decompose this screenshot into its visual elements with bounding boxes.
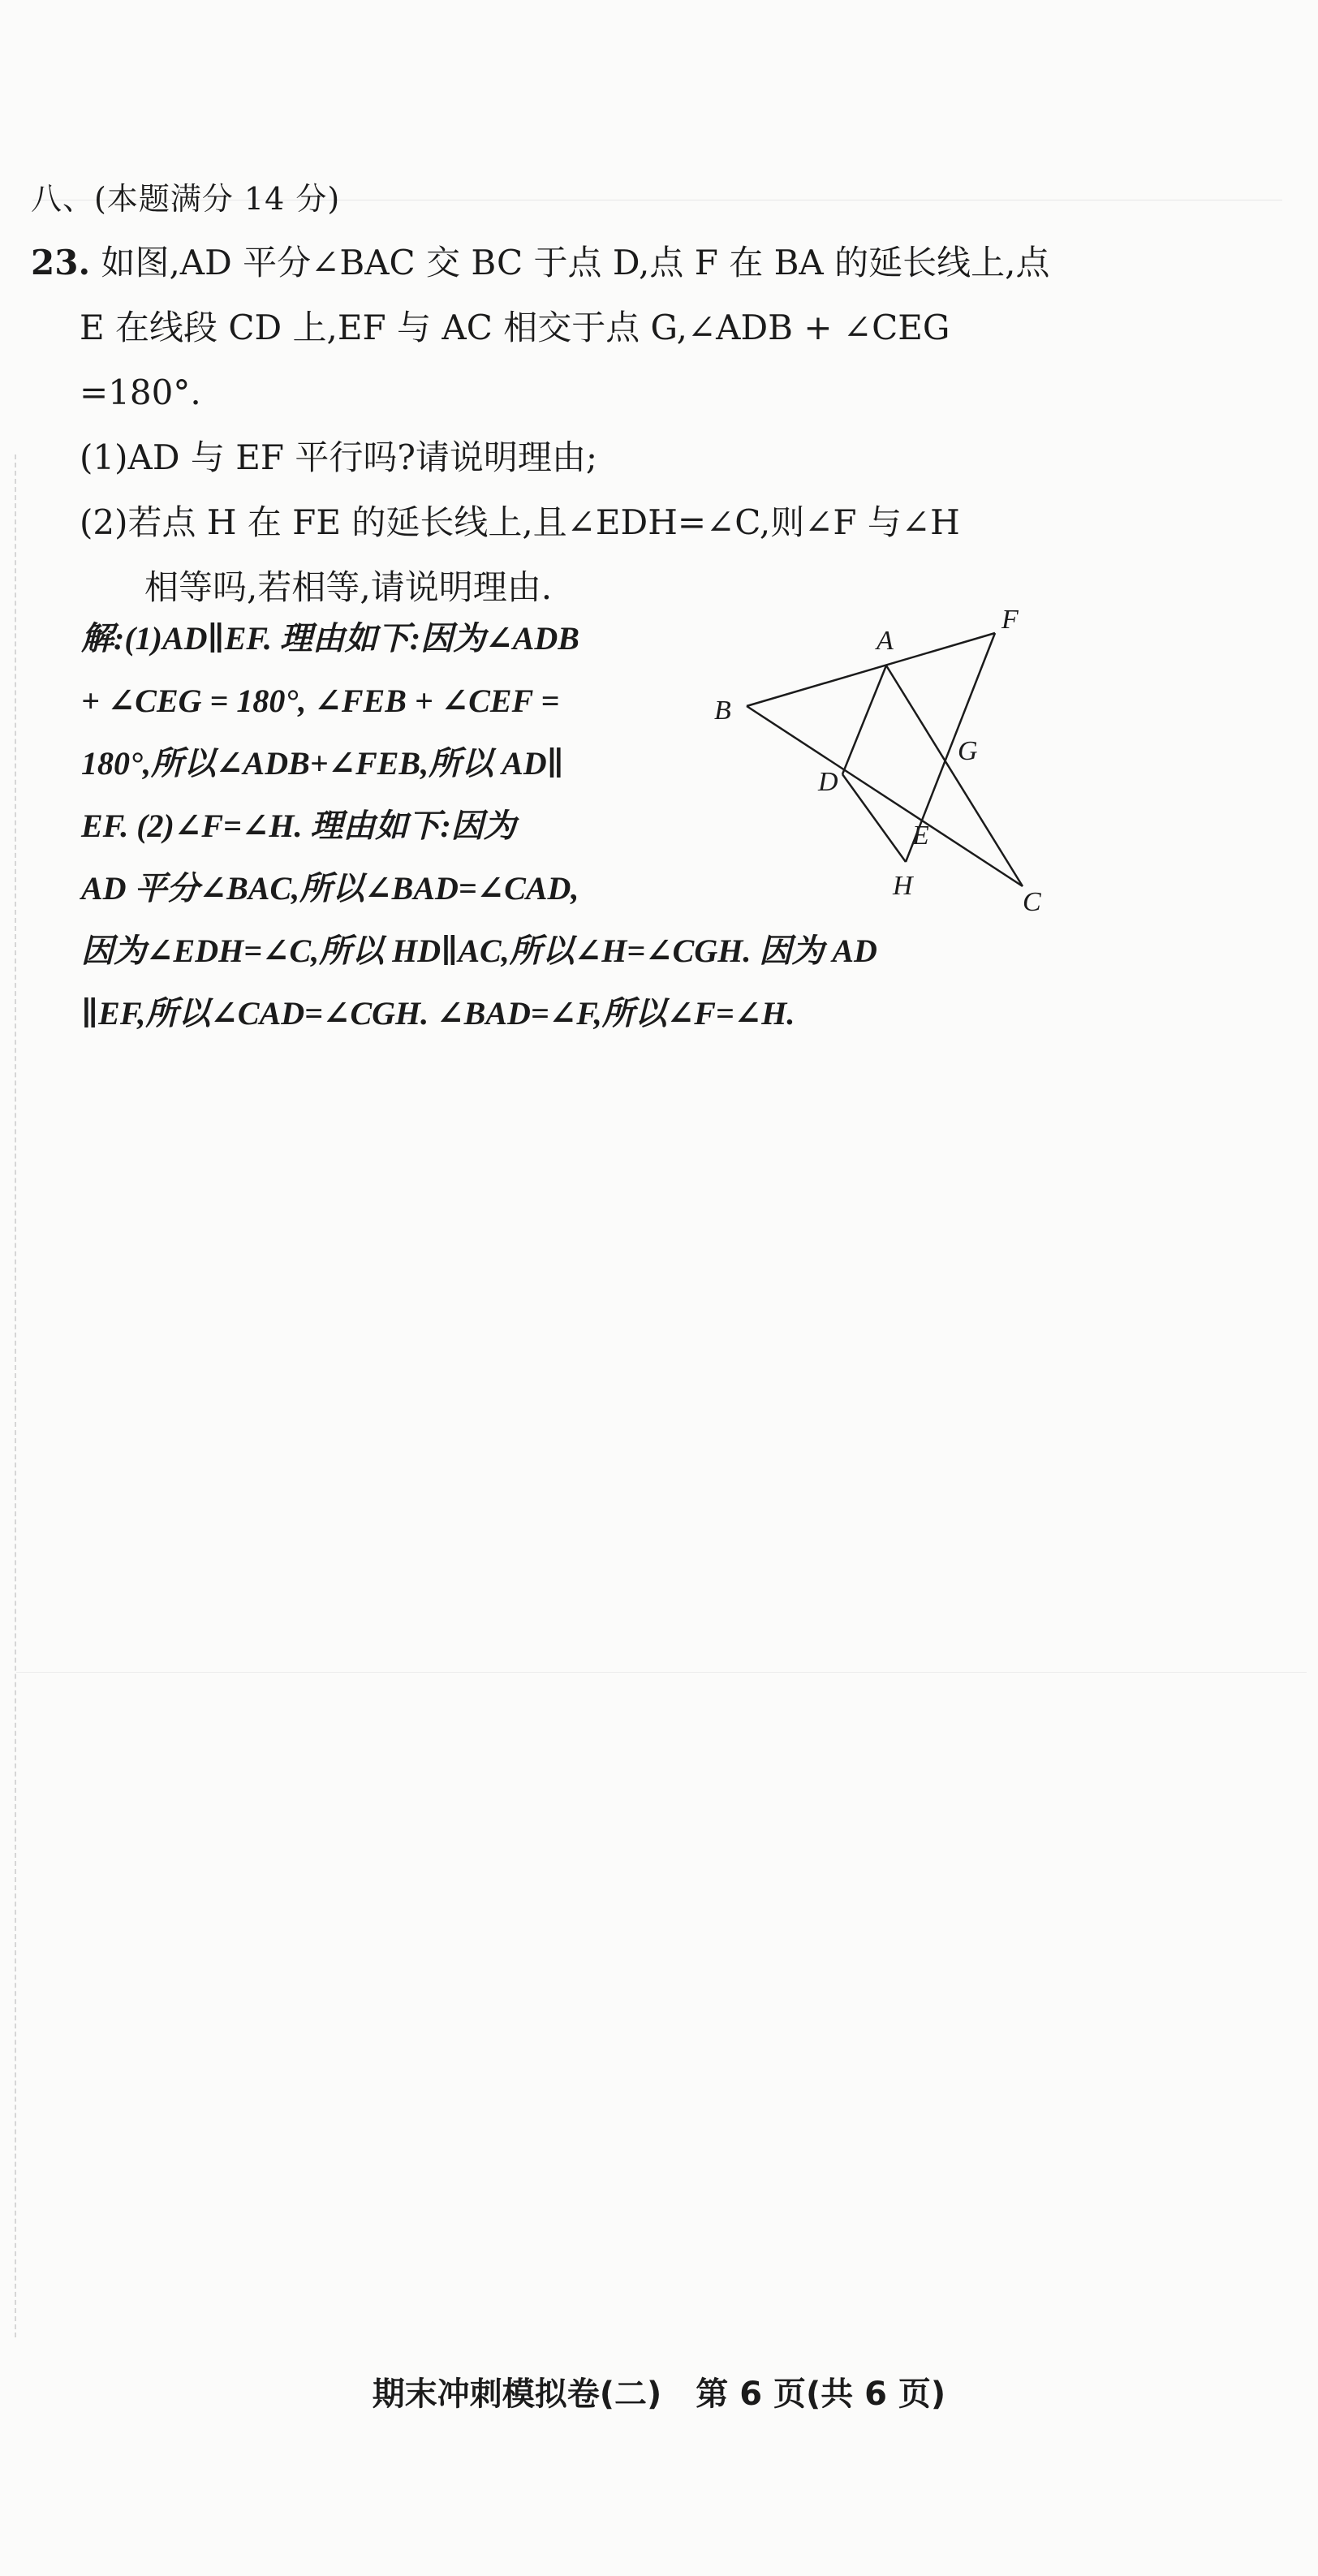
question-line: E 在线段 CD 上,EF 与 AC 相交于点 G,∠ADB + ∠CEG	[80, 308, 950, 347]
question-part-1: (1)AD 与 EF 平行吗?请说明理由;	[80, 437, 598, 477]
solution-line: 解:(1)AD∥EF. 理由如下:因为∠ADB	[81, 620, 579, 657]
question-line: =180°.	[80, 373, 201, 412]
geometry-figure	[698, 601, 1088, 925]
point-label-C: C	[1023, 887, 1041, 917]
solution-line: ∥EF,所以∠CAD=∠CGH. ∠BAD=∠F,所以∠F=∠H.	[81, 995, 795, 1032]
question-line: 相等吗,若相等,请说明理由.	[144, 567, 553, 607]
point-label-F: F	[1001, 605, 1019, 635]
question-line	[31, 230, 1070, 295]
solution-line: AD 平分∠BAC,所以∠BAD=∠CAD,	[81, 870, 579, 907]
point-label-D: D	[818, 767, 838, 797]
segment-AC	[886, 666, 1023, 886]
footer-page-number: 第 6 页(共 6 页)	[696, 2376, 946, 2413]
segment-DH	[842, 774, 906, 862]
fold-line-horizontal	[16, 1672, 1307, 1673]
question-number: 23.	[31, 243, 91, 282]
question-23	[31, 230, 1070, 620]
geometry-diagram	[698, 601, 1088, 925]
question-part-2: (2)若点 H 在 FE 的延长线上,且∠EDH=∠C,则∠F 与∠H	[80, 502, 960, 542]
point-label-A: A	[877, 626, 894, 656]
segment-AD	[842, 666, 886, 774]
segment-BC	[747, 706, 1023, 886]
footer-title: 期末冲刺模拟卷(二)	[372, 2376, 662, 2413]
segment-BF	[747, 633, 995, 706]
point-label-B: B	[714, 696, 731, 726]
fold-line-vertical	[15, 454, 16, 2337]
section-heading: 八、(本题满分 14 分)	[31, 181, 341, 217]
point-label-G: G	[958, 736, 978, 766]
question-text: 如图,AD 平分∠BAC 交 BC 于点 D,点 F 在 BA 的延长线上,点	[101, 243, 1050, 282]
solution-line: 180°,所以∠ADB+∠FEB,所以 AD∥	[81, 745, 564, 782]
solution-line: EF. (2)∠F=∠H. 理由如下:因为	[81, 808, 516, 844]
point-label-E: E	[912, 821, 929, 851]
point-label-H: H	[893, 871, 913, 901]
solution-line: + ∠CEG = 180°, ∠FEB + ∠CEF =	[81, 683, 560, 719]
solution-line: 因为∠EDH=∠C,所以 HD∥AC,所以∠H=∠CGH. 因为 AD	[81, 933, 877, 969]
page-footer	[0, 2368, 1318, 2414]
